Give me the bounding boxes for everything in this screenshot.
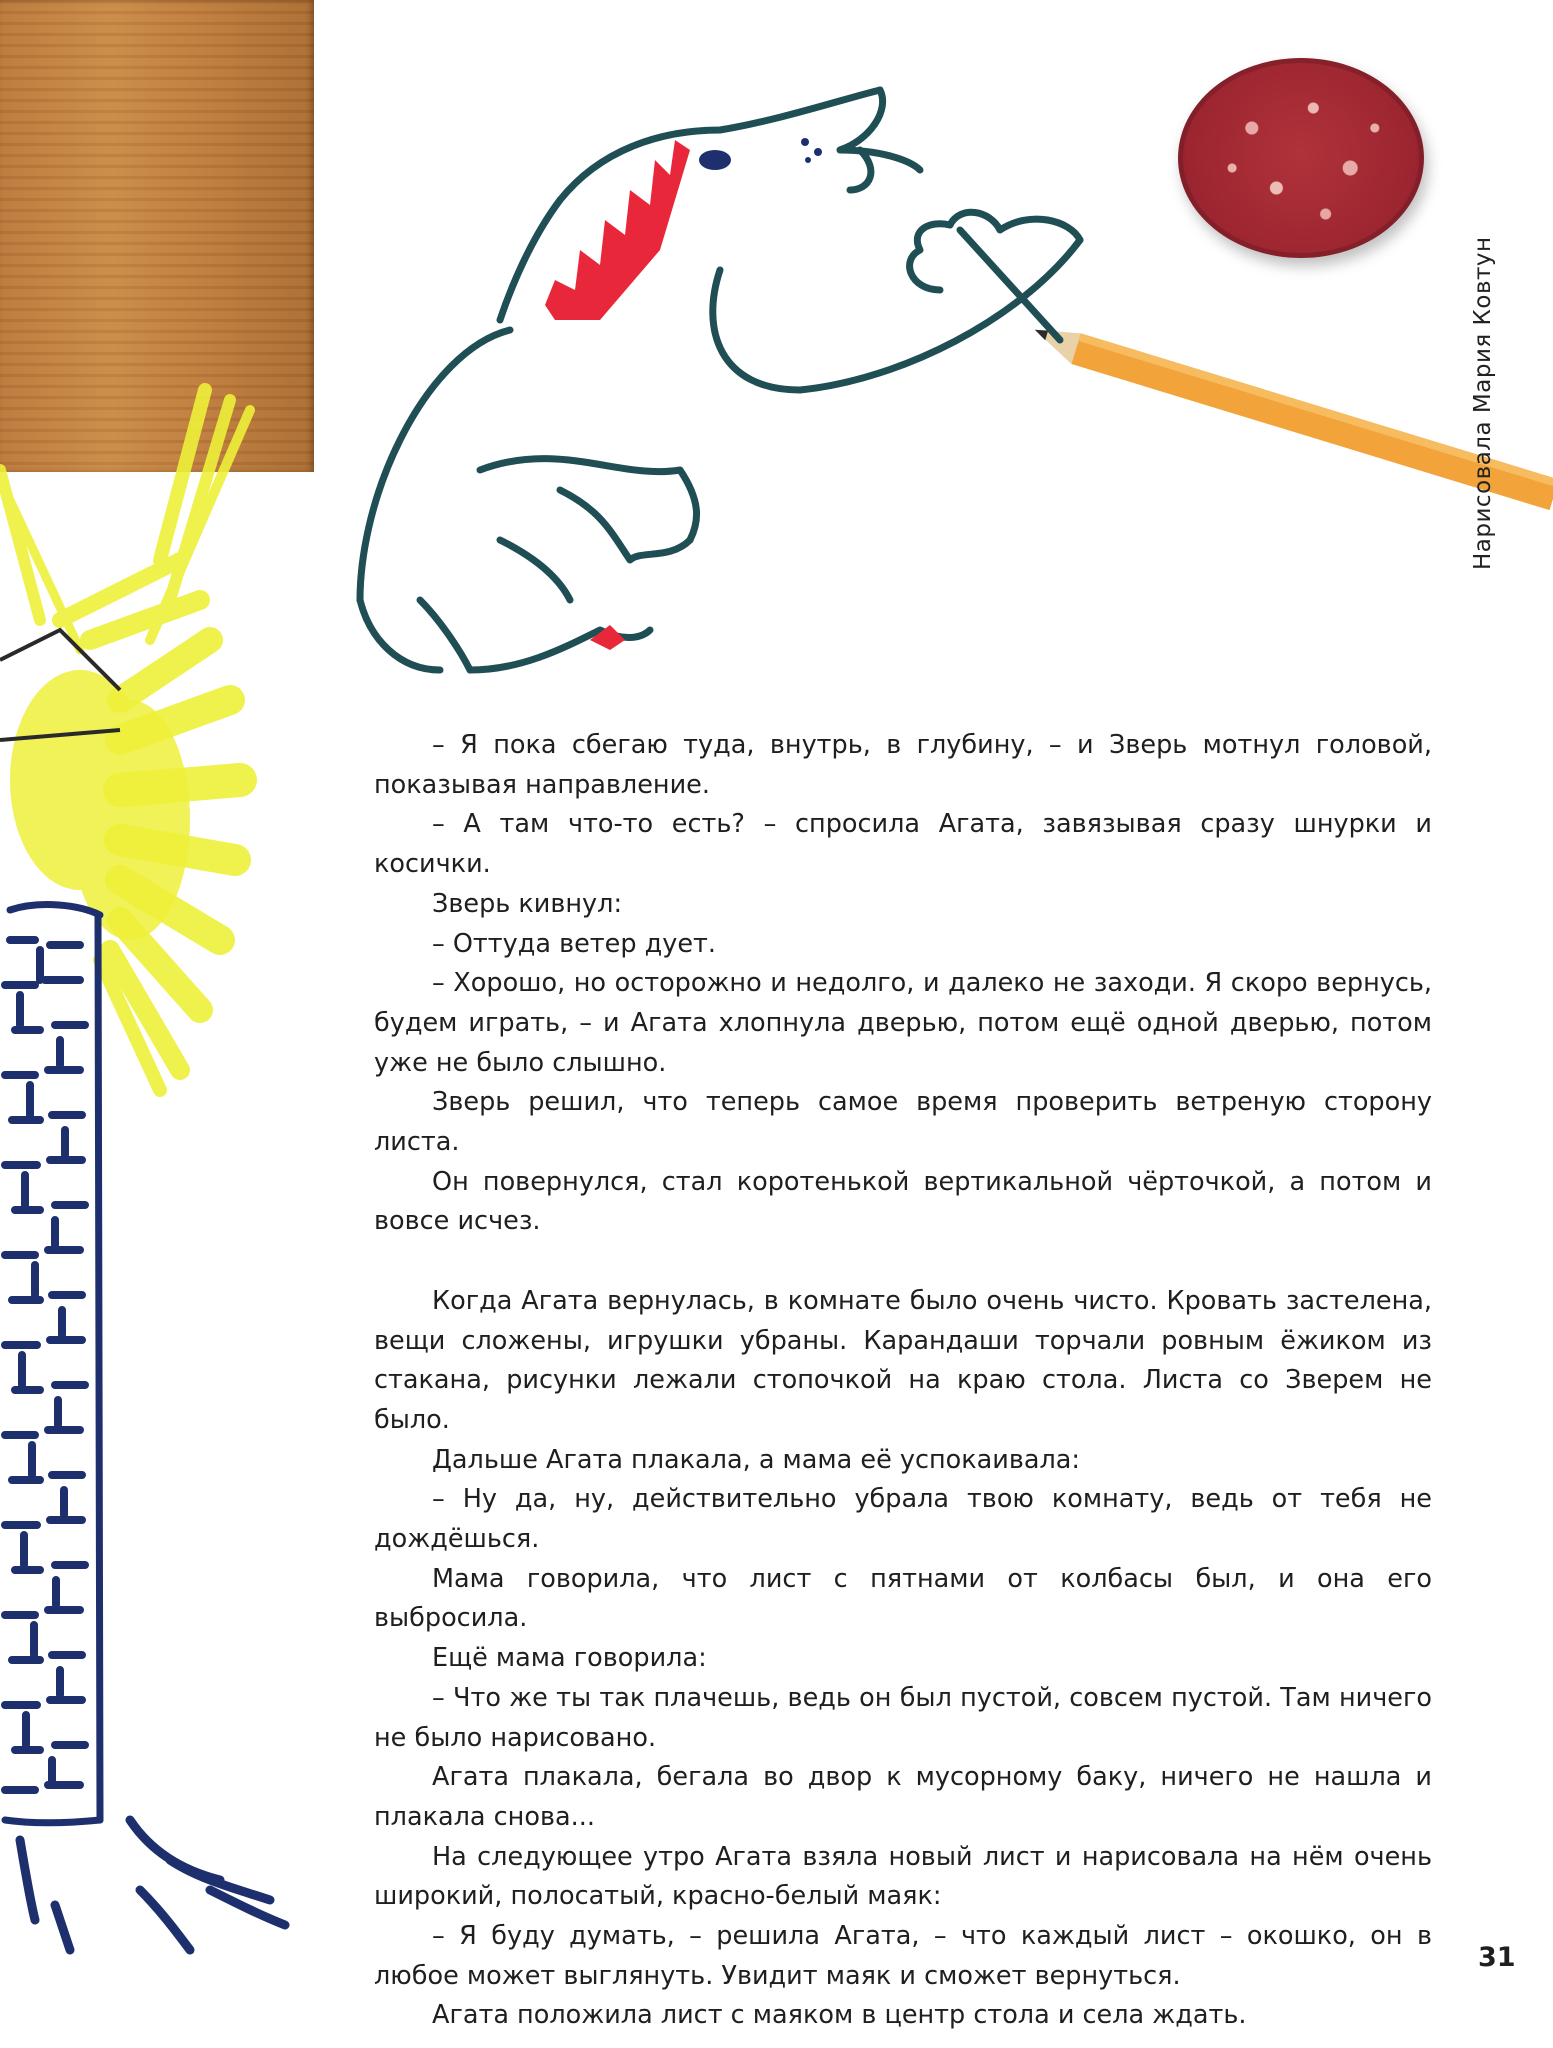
paragraph: – Оттуда ветер дует. [432,928,717,959]
paragraph: Агата положила лист с маяком в центр стола и села ждать. [432,2000,1247,2031]
paragraph: Зверь кивнул: [432,888,623,919]
salami-slice-photo [1178,58,1424,258]
paragraph: Он повернулся, стал коротенькой вертикальной чёрточкой, а потом и вовсе исчез. [374,1166,1432,1237]
paragraph: – Я пока сбегаю туда, внутрь, в глубину, – и Зверь мотнул головой, показывая направление. [374,730,1432,800]
paragraph: Зверь решил, что теперь самое время проверить ветреную сторону листа. [374,1087,1432,1158]
story-text [374,726,1432,2036]
paragraph: – Хорошо, но осторожно и недолго, и далеко не заходи. Я скоро вернусь, будем играть, – и Агата хлопнула дверью, потом ещё одной дверью, потом уже не было слышно. [374,968,1432,1078]
illustration-credit: Нарисовала Мария Ковтун [1470,236,1496,570]
paragraph: На следующее утро Агата взяла новый лист и нарисовала на нём очень широкий, полосатый, красно-белый маяк: [374,1841,1432,1912]
paragraph: Дальше Агата плакала, а мама её успокаивала: [432,1444,1081,1475]
paragraph: – А там что-то есть? – спросила Агата, завязывая сразу шнурки и косички. [374,809,1432,880]
page-number: 31 [1478,1942,1516,1973]
paragraph: – Я буду думать, – решила Агата, – что каждый лист – окошко, он в любое может выглянуть. Увидит маяк и сможет вернуться. [374,1921,1432,1991]
paragraph: Агата плакала, бегала во двор к мусорному баку, ничего не нашла и плакала снова... [374,1762,1432,1832]
paragraph: – Что же ты так плачешь, ведь он был пустой, совсем пустой. Там ничего не было нарисовано. [374,1682,1432,1753]
paragraph: Мама говорила, что лист с пятнами от колбасы был, и она его выбросила. [374,1563,1432,1634]
paragraph: Когда Агата вернулась, в комнате было очень чисто. Кровать застелена, вещи сложены, игрушки убраны. Карандаши торчали ровным ёжиком из стакана, рисунки лежали стопочкой на краю стола. Листа со Зверем не было. [374,1285,1432,1435]
paragraph: Ещё мама говорила: [432,1643,707,1674]
paragraph: – Ну да, ну, действительно убрала твою комнату, ведь от тебя не дождёшься. [374,1484,1432,1555]
red-mane [545,140,690,320]
